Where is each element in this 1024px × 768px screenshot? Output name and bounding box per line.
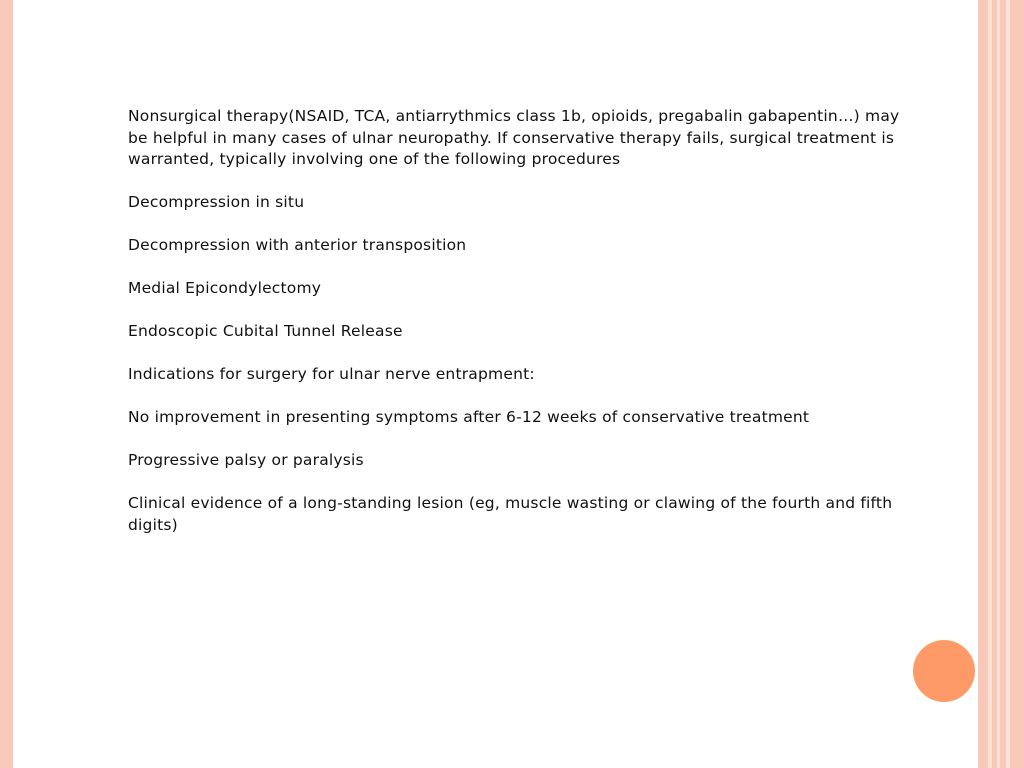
right-border-stripe [978, 0, 988, 768]
procedure-item-endoscopic-release: Endoscopic Cubital Tunnel Release [128, 322, 403, 340]
slide-body [128, 106, 918, 558]
left-border-stripe [0, 0, 13, 768]
procedure-item-medial-epicondylectomy: Medial Epicondylectomy [128, 279, 322, 297]
procedure-item-anterior-transposition: Decompression with anterior transposition [128, 236, 467, 254]
indication-item-no-improvement: No improvement in presenting symptoms after 6-12 weeks of conservative treatment [128, 408, 810, 426]
decorative-circle [913, 640, 975, 702]
right-border-stripe [1010, 0, 1024, 768]
indication-item-long-standing-lesion: Clinical evidence of a long-standing lesion (eg, muscle wasting or clawing of the fourth and fifth digits) [128, 494, 893, 534]
procedure-item-decompression-in-situ: Decompression in situ [128, 193, 305, 211]
indications-heading: Indications for surgery for ulnar nerve entrapment: [128, 365, 535, 383]
intro-paragraph: Nonsurgical therapy(NSAID, TCA, antiarrythmics class 1b, opioids, pregabalin gabapentin…) may be helpful in many cases of ulnar neuropathy. If conservative therapy fails, surgical treatment is warranted, typically involving one of the following procedures [128, 107, 900, 168]
indication-item-progressive-palsy: Progressive palsy or paralysis [128, 451, 364, 469]
